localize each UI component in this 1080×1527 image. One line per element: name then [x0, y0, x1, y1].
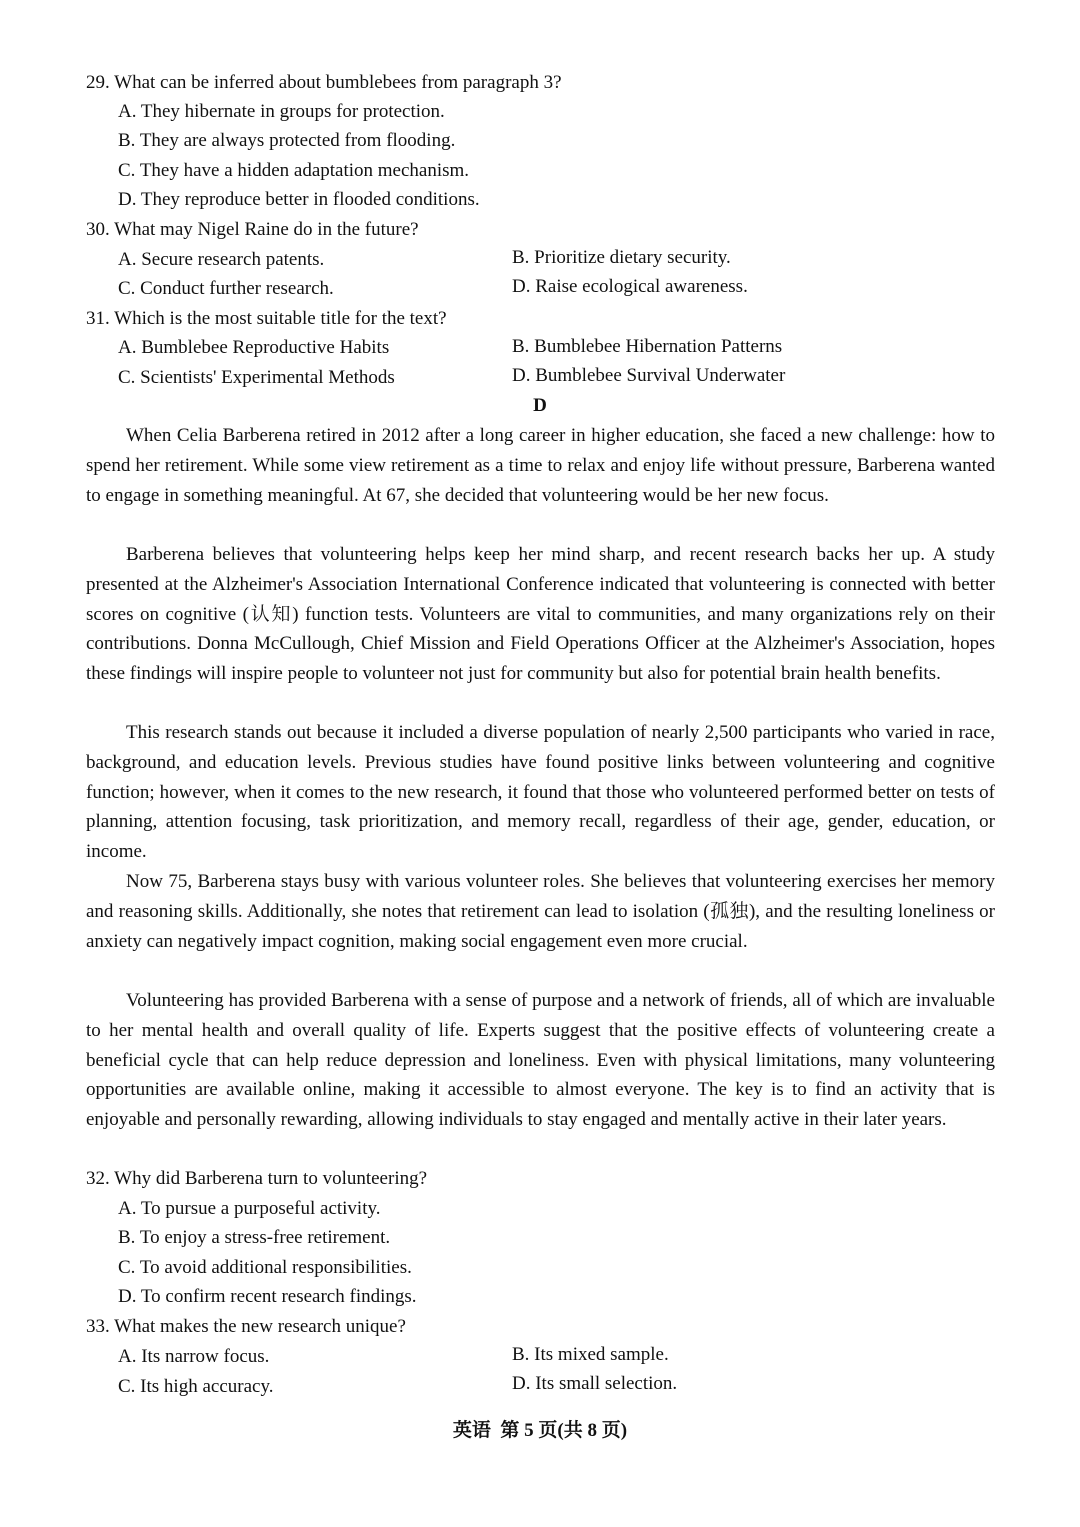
question-31-option-a: A. Bumblebee Reproductive Habits	[118, 337, 390, 358]
question-30-option-c: C. Conduct further research.	[118, 278, 334, 299]
question-33-option-c: C. Its high accuracy.	[118, 1376, 274, 1397]
question-29-option-a: A. They hibernate in groups for protection.	[118, 101, 445, 122]
passage-paragraph-4: Now 75, Barberena stays busy with various volunteer roles. She believes that volunteering exercises her memory and reasoning skills. Additionally, she notes that retirement can lead to isolation (孤独), and the resulting loneliness or anxiety can negatively impact cognition, making social engagement even more crucial.	[86, 871, 995, 952]
question-30-option-d: D. Raise ecological awareness.	[512, 276, 748, 297]
passage-paragraph-3: This research stands out because it included a diverse population of nearly 2,500 participants who varied in race, background, and education levels. Previous studies have found positive links between volunteering and cognitive function; however, when it comes to the new research, it found that those who volunteered performed better on tests of planning, attention focusing, task prioritization, and memory recall, regardless of their age, gender, education, or income.	[86, 722, 995, 863]
question-29-option-c: C. They have a hidden adaptation mechanism.	[118, 160, 470, 181]
question-31-option-d: D. Bumblebee Survival Underwater	[512, 365, 786, 386]
question-32-stem: 32. Why did Barberena turn to volunteering?	[86, 1168, 428, 1189]
page-footer: 英语 第 5 页(共 8 页)	[452, 1420, 628, 1441]
question-32-option-d: D. To confirm recent research findings.	[118, 1286, 417, 1307]
question-33-option-a: A. Its narrow focus.	[118, 1346, 270, 1367]
passage-paragraph-2: Barberena believes that volunteering helps keep her mind sharp, and recent research backs her up. A study presented at the Alzheimer's Association International Conference indicated that volunteering is connected with better scores on cognitive (认知) function tests. Volunteers are vital to communities, and many organizations rely on their contributions. Donna McCullough, Chief Mission and Field Operations Officer at the Alzheimer's Association, hopes these findings will inspire people to volunteer not just for community but also for potential brain health benefits.	[86, 544, 995, 685]
question-30-stem: 30. What may Nigel Raine do in the future?	[86, 219, 419, 240]
question-32-option-b: B. To enjoy a stress-free retirement.	[118, 1227, 391, 1248]
question-29-option-b: B. They are always protected from flooding.	[118, 130, 456, 151]
question-32-option-c: C. To avoid additional responsibilities.	[118, 1257, 412, 1278]
section-heading-d: D	[533, 395, 547, 416]
question-30-option-b: B. Prioritize dietary security.	[512, 247, 731, 268]
question-31-option-b: B. Bumblebee Hibernation Patterns	[512, 336, 783, 357]
question-33-option-b: B. Its mixed sample.	[512, 1344, 669, 1365]
question-33-stem: 33. What makes the new research unique?	[86, 1316, 406, 1337]
question-30-option-a: A. Secure research patents.	[118, 249, 325, 270]
passage-paragraph-5: Volunteering has provided Barberena with a sense of purpose and a network of friends, all of which are invaluable to her mental health and overall quality of life. Experts suggest that the positive effects of volunteering create a beneficial cycle that can help reduce depression and loneliness. Even with physical limitations, many volunteering opportunities are available online, making it accessible to almost everyone. The key is to find an activity that is enjoyable and personally rewarding, allowing individuals to stay engaged and mentally active in their later years.	[86, 990, 995, 1131]
passage-paragraph-1: When Celia Barberena retired in 2012 after a long career in higher education, she faced a new challenge: how to spend her retirement. While some view retirement as a time to relax and enjoy life without pressure, Barberena wanted to engage in something meaningful. At 67, she decided that volunteering would be her new focus.	[86, 425, 995, 506]
question-31-stem: 31. Which is the most suitable title for the text?	[86, 308, 447, 329]
question-33-option-d: D. Its small selection.	[512, 1373, 678, 1394]
question-31-option-c: C. Scientists' Experimental Methods	[118, 367, 395, 388]
question-29-stem: 29. What can be inferred about bumblebees from paragraph 3?	[86, 72, 562, 93]
question-32-option-a: A. To pursue a purposeful activity.	[118, 1198, 381, 1219]
question-29-option-d: D. They reproduce better in flooded conditions.	[118, 189, 480, 210]
